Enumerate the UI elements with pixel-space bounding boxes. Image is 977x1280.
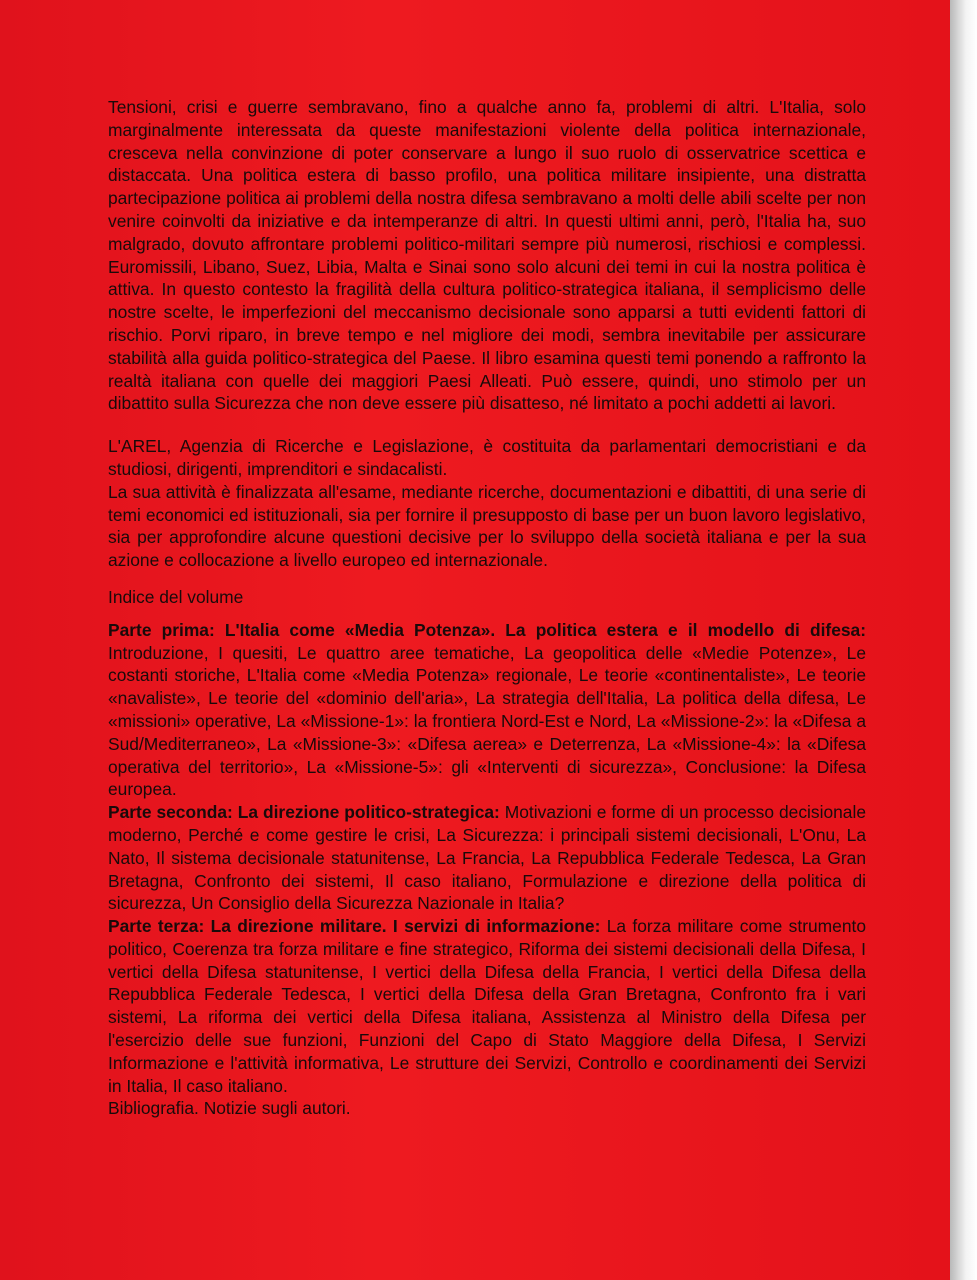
spacer	[108, 415, 866, 435]
spacer	[108, 609, 866, 619]
arel-activity: La sua attività è finalizzata all'esame, mediante ricerche, documentazioni e dibattiti, di una serie di temi economici ed istituzionali, sia per fornire il presupposto di base per un buon lavoro legislativo, sia per approfondire alcune questioni decisive per lo sviluppo della società italiana e per la sua azione e collocazione a livello europeo ed internazionale.	[108, 481, 866, 571]
arel-description: L'AREL, Agenzia di Ricerche e Legislazione, è costituita da parlamentari democristiani e da studiosi, dirigenti, imprenditori e sindacalisti.	[108, 436, 866, 479]
part-heading: Parte seconda: La direzione politico-strategica:	[108, 802, 500, 823]
part-heading: Parte prima: L'Italia come «Media Potenza». La politica estera e il modello di difesa:	[108, 619, 866, 640]
index-part-1	[108, 619, 866, 801]
index-part-2	[108, 801, 866, 915]
closing-line: Bibliografia. Notizie sugli autori.	[108, 1098, 351, 1119]
index-title: Indice del volume	[108, 586, 244, 607]
part-body: Motivazioni e forme di un processo decisionale moderno, Perché e come gestire le crisi, La Sicurezza: i principali sistemi decisionali, L'Onu, La Nato, Il sistema decisionale statunitense, La Francia, La Repubblica Federale Tedesca, La Gran Bretagna, Confronto dei sistemi, Il caso italiano, Formulazione e direzione della politica di sicurezza, Un Consiglio della Sicurezza Nazionale in Italia?	[108, 802, 866, 914]
intro-paragraph: Tensioni, crisi e guerre sembravano, fino a qualche anno fa, problemi di altri. L'Italia, solo marginalmente interessata da queste manifestazioni violente della politica internazionale, cresceva nella convinzione di poter conservare a lungo il suo ruolo di osservatrice scettica e distaccata. Una politica estera di basso profilo, una politica militare insipiente, una distratta partecipazione politica ai problemi della nostra difesa sembravano a molti delle abili scelte per non venire coinvolti da iniziative e da intemperanze di altri. In questi ultimi anni, però, l'Italia ha, suo malgrado, dovuto affrontare problemi politico-militari sempre più numerosi, rischiosi e complessi. Euromissili, Libano, Suez, Libia, Malta e Sinai sono solo alcuni dei temi in cui la nostra politica è attiva. In questo contesto la fragilità della cultura politico-strategica italiana, il semplicismo delle nostre scelte, le imperfezioni del meccanismo decisionale sono apparsi a tutti evidenti fattori di rischio. Porvi riparo, in breve tempo e nel migliore dei modi, sembra inevitabile per assicurare stabilità alla guida politico-strategica del Paese. Il libro esamina questi temi ponendo a raffronto la realtà italiana con quelle dei maggiori Paesi Alleati. Può essere, quindi, uno stimolo per un dibattito sulla Sicurezza che non deve essere più disatteso, né limitato a pochi addetti ai lavori.	[108, 97, 866, 414]
part-heading: Parte terza: La direzione militare. I servizi di informazione:	[108, 916, 601, 937]
spacer	[108, 572, 866, 586]
part-body: La forza militare come strumento politico, Coerenza tra forza militare e fine strategico, Riforma dei sistemi decisionali della Difesa, I vertici della Difesa statunitense, I vertici della Difesa della Francia, I vertici della Difesa della Repubblica Federale Tedesca, I vertici della Difesa della Gran Bretagna, Confronto fra i vari sistemi, La riforma dei vertici della Difesa italiana, Assistenza al Ministro della Difesa per l'esercizio delle sue funzioni, Funzioni del Capo di Stato Maggiore della Difesa, I Servizi Informazione e l'attività informativa, Le strutture dei Servizi, Controllo e coordinamenti dei Servizi in Italia, Il caso italiano.	[108, 916, 866, 1096]
cover-text-block	[108, 96, 866, 1120]
index-part-3	[108, 915, 866, 1097]
part-body: Introduzione, I quesiti, Le quattro aree tematiche, La geopolitica delle «Medie Potenze», Le costanti storiche, L'Italia come «Media Potenza» regionale, Le teorie «continentaliste», Le teorie «navaliste», Le teorie del «dominio dell'aria», La strategia dell'Italia, La politica della difesa, Le «missioni» operative, La «Missione-1»: la frontiera Nord-Est e Nord, La «Missione-2»: la «Difesa a Sud/Mediterraneo», La «Missione-3»: «Difesa aerea» e Deterrenza, La «Missione-4»: la «Difesa operativa del territorio», La «Missione-5»: gli «Interventi di sicurezza», Conclusione: la Difesa europea.	[108, 642, 866, 800]
page-edge	[950, 0, 977, 1280]
